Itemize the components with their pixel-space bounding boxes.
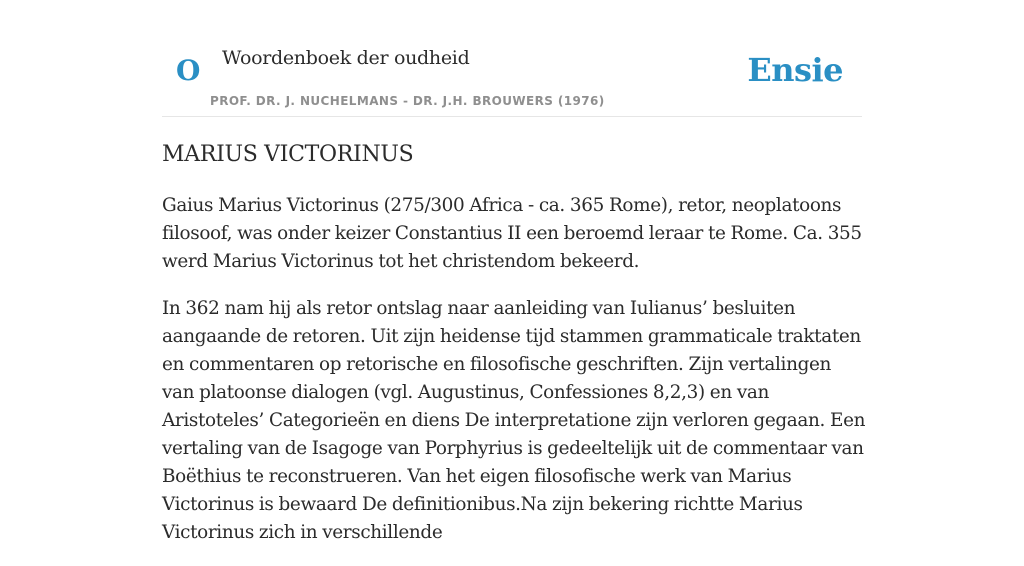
entry-title: MARIUS VICTORINUS [162,142,414,167]
ensie-logo[interactable]: Ensie [747,51,843,89]
entry-paragraph: In 362 nam hij als retor ontslag naar aanleiding van Iulianus’ besluiten aangaande de retoren. Uit zijn heidense tijd stammen grammaticale traktaten en commentaren op retorische en filosofische geschriften. Zijn vertalingen van platoonse dialogen (vgl. Augustinus, Confessiones 8,2,3) en van Aristoteles’ Categorieën en diens De interpretatione zijn verloren gegaan. Een vertaling van de Isagoge van Porphyrius is gedeeltelijk uit de commentaar van Boëthius te reconstrueren. Van het eigen filosofische werk van Marius Victorinus is bewaard De definitionibus.Na zijn bekering richtte Marius Victorinus zich in verschillende [162,298,866,543]
page-header [162,40,862,117]
section-letter[interactable]: O [176,54,201,87]
entry-paragraph: Gaius Marius Victorinus (275/300 Africa - ca. 365 Rome), retor, neoplatoons filosoof, was onder keizer Constantius II een beroemd leraar te Rome. Ca. 355 werd Marius Victorinus tot het christendom bekeerd. [162,195,862,272]
book-authors: PROF. DR. J. NUCHELMANS - DR. J.H. BROUWERS (1976) [210,94,605,108]
book-title[interactable]: Woordenboek der oudheid [222,47,470,69]
entry-content [162,192,866,566]
